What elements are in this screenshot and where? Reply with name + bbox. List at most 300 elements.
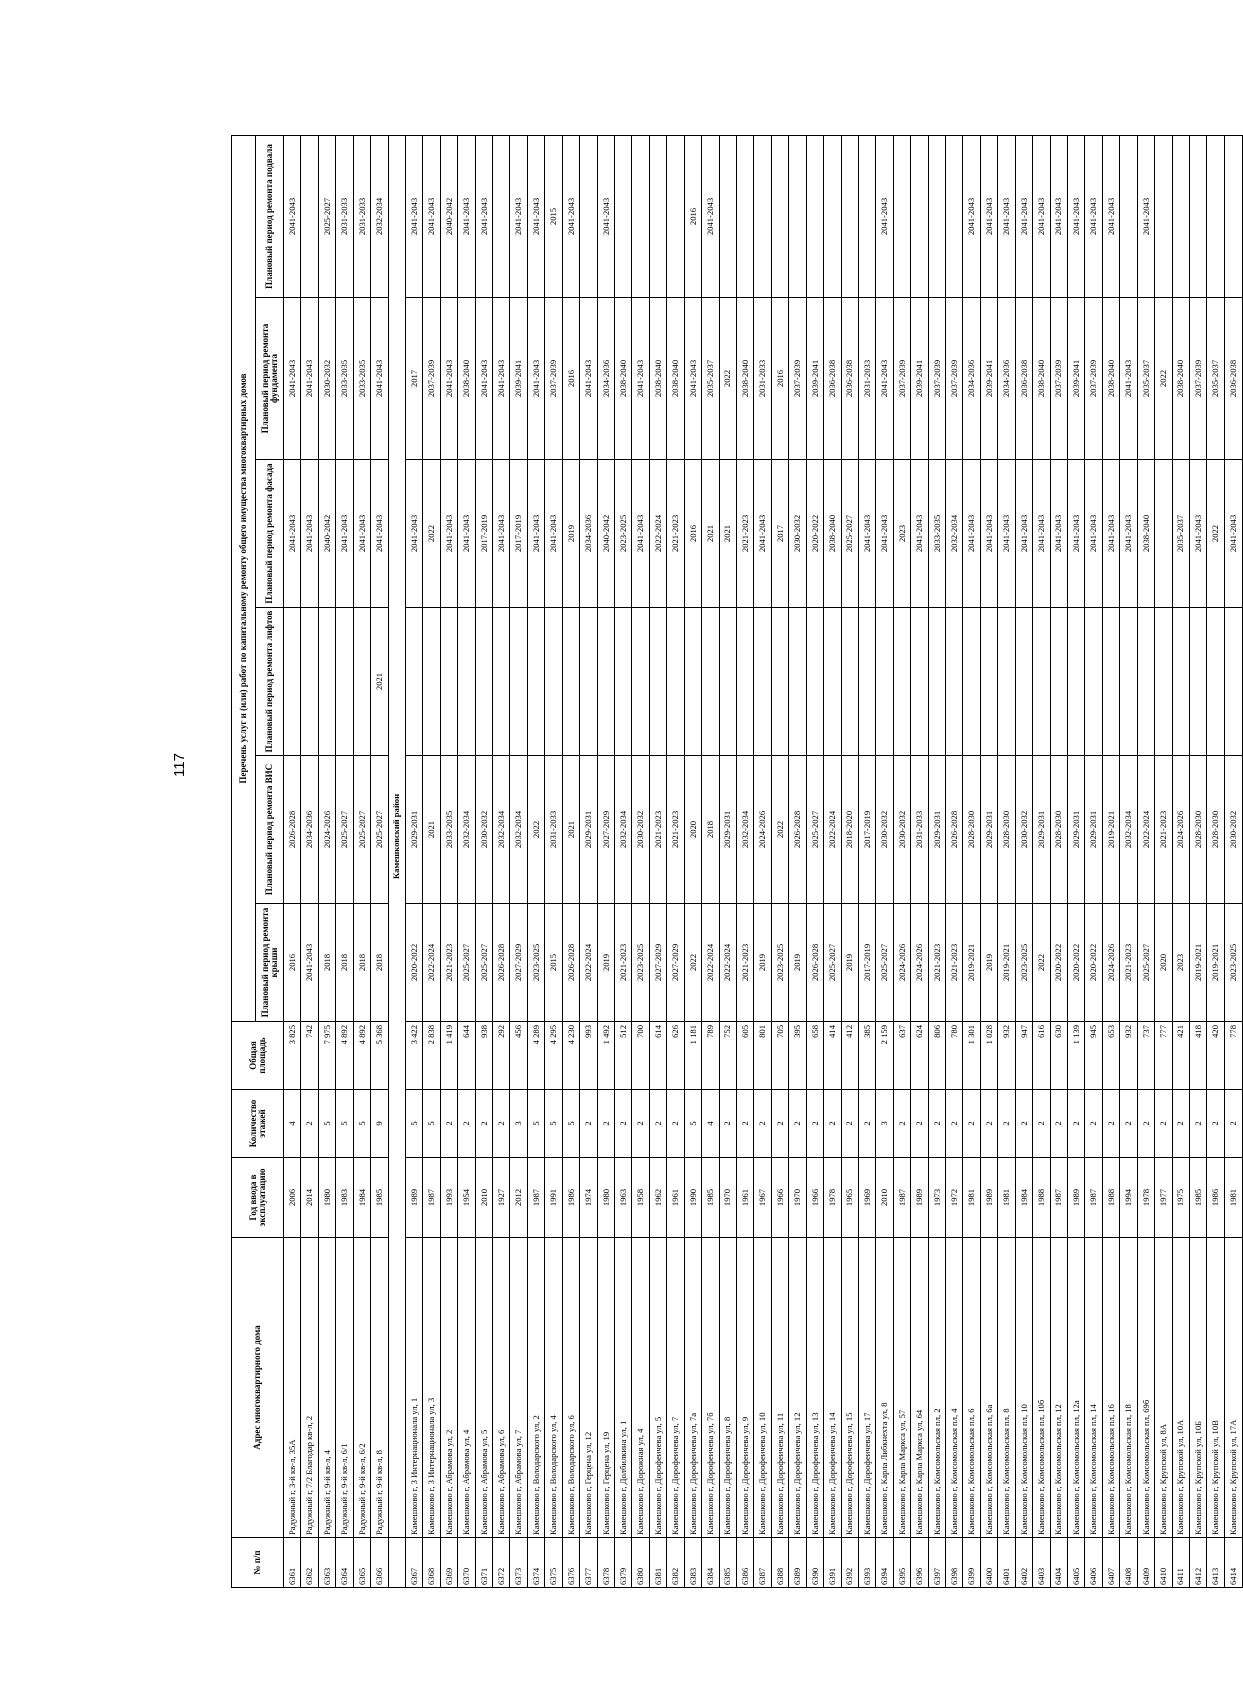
basement-period-cell — [719, 135, 736, 297]
floors-cell: 2 — [963, 1090, 980, 1158]
address-cell: Радужный г, 9-й кв-л, 6/2 — [353, 1238, 370, 1538]
engineering-period-cell: 2032-2034 — [1120, 756, 1137, 904]
lift-period-cell: 2021 — [371, 608, 388, 756]
address-cell: Камешково г, Герцена ул, 12 — [580, 1238, 597, 1538]
floors-cell: 2 — [911, 1090, 928, 1158]
basement-period-cell: 2041-2043 — [963, 135, 980, 297]
lift-period-cell — [318, 608, 335, 756]
floors-cell: 2 — [754, 1090, 771, 1158]
floors-cell: 2 — [806, 1090, 823, 1158]
lift-period-cell — [580, 608, 597, 756]
area-cell: 700 — [632, 1022, 649, 1090]
facade-period-cell: 2041-2043 — [754, 460, 771, 608]
floors-cell: 2 — [649, 1090, 666, 1158]
lift-period-cell — [928, 608, 945, 756]
lift-period-cell — [1102, 608, 1119, 756]
roof-period-cell: 2022-2024 — [580, 904, 597, 1022]
lift-period-cell — [615, 608, 632, 756]
basement-period-cell — [632, 135, 649, 297]
roof-period-cell: 2025-2027 — [1137, 904, 1154, 1022]
year-cell: 1986 — [562, 1158, 579, 1238]
row-number-cell: 6398 — [946, 1538, 963, 1588]
lift-period-cell — [1224, 608, 1242, 756]
facade-period-cell: 2041-2043 — [911, 460, 928, 608]
year-cell: 1987 — [1050, 1158, 1067, 1238]
row-number-cell: 6407 — [1102, 1538, 1119, 1588]
table-row — [423, 135, 440, 1587]
floors-cell: 2 — [1155, 1090, 1172, 1158]
foundation-period-cell: 2030-2032 — [318, 298, 335, 460]
row-number-cell: 6374 — [527, 1538, 544, 1588]
basement-period-cell — [1224, 135, 1242, 297]
lift-period-cell — [1085, 608, 1102, 756]
area-cell: 385 — [858, 1022, 875, 1090]
year-cell: 1985 — [702, 1158, 719, 1238]
table-row — [719, 135, 736, 1587]
table-row — [876, 135, 893, 1587]
lift-period-cell — [1207, 608, 1224, 756]
year-cell: 1972 — [946, 1158, 963, 1238]
engineering-period-cell: 2024-2026 — [754, 756, 771, 904]
address-cell: Камешково г, Дорофеичева ул, 7 — [667, 1238, 684, 1538]
foundation-period-cell: 2022 — [719, 298, 736, 460]
row-number-cell: 6393 — [858, 1538, 875, 1588]
table-row — [371, 135, 388, 1587]
roof-period-cell: 2019 — [597, 904, 614, 1022]
lift-period-cell — [667, 608, 684, 756]
area-cell: 789 — [702, 1022, 719, 1090]
basement-period-cell: 2016 — [684, 135, 701, 297]
table-row — [1207, 135, 1224, 1587]
row-number-cell: 6370 — [458, 1538, 475, 1588]
area-cell: 637 — [893, 1022, 910, 1090]
roof-period-cell: 2020-2022 — [1050, 904, 1067, 1022]
basement-period-cell: 2041-2043 — [1050, 135, 1067, 297]
foundation-period-cell: 2036-2038 — [841, 298, 858, 460]
facade-period-cell: 2041-2043 — [998, 460, 1015, 608]
basement-period-cell — [301, 135, 318, 297]
facade-period-cell: 2041-2043 — [440, 460, 457, 608]
foundation-period-cell: 2037-2039 — [1050, 298, 1067, 460]
engineering-period-cell: 2018-2020 — [841, 756, 858, 904]
foundation-period-cell: 2039-2041 — [1067, 298, 1084, 460]
basement-period-cell: 2041-2043 — [1102, 135, 1119, 297]
foundation-period-cell: 2034-2036 — [963, 298, 980, 460]
lift-period-cell — [562, 608, 579, 756]
address-cell: Камешково г, 3 Интернационала ул, 3 — [423, 1238, 440, 1538]
engineering-period-cell: 2021 — [423, 756, 440, 904]
address-cell: Камешково г, Комсомольская пл, 2 — [928, 1238, 945, 1538]
floors-cell: 5 — [527, 1090, 544, 1158]
row-number-cell: 6390 — [806, 1538, 823, 1588]
roof-period-cell: 2019-2021 — [963, 904, 980, 1022]
table-row — [580, 135, 597, 1587]
roof-period-cell: 2015 — [545, 904, 562, 1022]
floors-cell: 5 — [545, 1090, 562, 1158]
row-number-cell: 6378 — [597, 1538, 614, 1588]
basement-period-cell: 2041-2043 — [1015, 135, 1032, 297]
floors-cell: 2 — [771, 1090, 788, 1158]
floors-cell: 2 — [667, 1090, 684, 1158]
basement-period-cell: 2041-2043 — [284, 135, 301, 297]
year-cell: 1983 — [336, 1158, 353, 1238]
row-number-cell: 6396 — [911, 1538, 928, 1588]
area-cell: 512 — [615, 1022, 632, 1090]
col-header-basement: Плановый период ремонта подвала — [256, 135, 284, 297]
floors-cell: 4 — [702, 1090, 719, 1158]
basement-period-cell — [736, 135, 753, 297]
basement-period-cell: 2041-2043 — [1067, 135, 1084, 297]
foundation-period-cell: 2041-2043 — [580, 298, 597, 460]
year-cell: 1989 — [980, 1158, 997, 1238]
engineering-period-cell: 2020 — [684, 756, 701, 904]
address-cell: Камешково г, Володарского ул, 6 — [562, 1238, 579, 1538]
engineering-period-cell: 2029-2031 — [719, 756, 736, 904]
roof-period-cell: 2020 — [1155, 904, 1172, 1022]
floors-cell: 5 — [353, 1090, 370, 1158]
area-cell: 7 975 — [318, 1022, 335, 1090]
foundation-period-cell: 2022 — [1155, 298, 1172, 460]
basement-period-cell: 2041-2043 — [405, 135, 422, 297]
basement-period-cell: 2041-2043 — [1137, 135, 1154, 297]
area-cell: 993 — [580, 1022, 597, 1090]
lift-period-cell — [475, 608, 492, 756]
facade-period-cell: 2017-2019 — [510, 460, 527, 608]
facade-period-cell: 2041-2043 — [858, 460, 875, 608]
address-cell: Камешково г, Комсомольская пл, 12 — [1050, 1238, 1067, 1538]
floors-cell: 2 — [1224, 1090, 1242, 1158]
address-cell: Камешково г, Дорофеичева ул, 9 — [736, 1238, 753, 1538]
year-cell: 1966 — [771, 1158, 788, 1238]
table-row — [998, 135, 1015, 1587]
year-cell: 1970 — [789, 1158, 806, 1238]
roof-period-cell: 2018 — [336, 904, 353, 1022]
basement-period-cell — [771, 135, 788, 297]
floors-cell: 2 — [998, 1090, 1015, 1158]
lift-period-cell — [684, 608, 701, 756]
roof-period-cell: 2018 — [371, 904, 388, 1022]
foundation-period-cell: 2037-2039 — [893, 298, 910, 460]
foundation-period-cell: 2038-2040 — [615, 298, 632, 460]
lift-period-cell — [1050, 608, 1067, 756]
floors-cell: 2 — [1067, 1090, 1084, 1158]
address-cell: Камешково г, Комсомольская пл, 6а — [980, 1238, 997, 1538]
table-row — [1172, 135, 1189, 1587]
floors-cell: 2 — [893, 1090, 910, 1158]
foundation-period-cell: 2041-2043 — [1120, 298, 1137, 460]
row-number-cell: 6363 — [318, 1538, 335, 1588]
address-cell: Камешково г, Комсомольская пл, 10 — [1015, 1238, 1032, 1538]
year-cell: 1980 — [597, 1158, 614, 1238]
area-cell: 421 — [1172, 1022, 1189, 1090]
year-cell: 1970 — [719, 1158, 736, 1238]
lift-period-cell — [1033, 608, 1050, 756]
area-cell: 624 — [911, 1022, 928, 1090]
year-cell: 1981 — [1224, 1158, 1242, 1238]
facade-period-cell: 2032-2034 — [946, 460, 963, 608]
table-row — [649, 135, 666, 1587]
basement-period-cell — [1155, 135, 1172, 297]
year-cell: 2012 — [510, 1158, 527, 1238]
roof-period-cell: 2022 — [1033, 904, 1050, 1022]
area-cell: 626 — [667, 1022, 684, 1090]
table-row — [1015, 135, 1032, 1587]
year-cell: 2010 — [475, 1158, 492, 1238]
address-cell: Камешково г, Комсомольская пл, 14 — [1085, 1238, 1102, 1538]
row-number-cell: 6414 — [1224, 1538, 1242, 1588]
table-body — [284, 135, 1243, 1587]
table-row — [667, 135, 684, 1587]
floors-cell: 9 — [371, 1090, 388, 1158]
foundation-period-cell: 2038-2040 — [1033, 298, 1050, 460]
year-cell: 2010 — [876, 1158, 893, 1238]
area-cell: 705 — [771, 1022, 788, 1090]
floors-cell: 2 — [980, 1090, 997, 1158]
table-row — [493, 135, 510, 1587]
year-cell: 1958 — [632, 1158, 649, 1238]
area-cell: 1 181 — [684, 1022, 701, 1090]
facade-period-cell: 2041-2043 — [1050, 460, 1067, 608]
floors-cell: 2 — [1033, 1090, 1050, 1158]
foundation-period-cell: 2038-2040 — [667, 298, 684, 460]
basement-period-cell — [1172, 135, 1189, 297]
lift-period-cell — [702, 608, 719, 756]
lift-period-cell — [1172, 608, 1189, 756]
area-cell: 4 892 — [336, 1022, 353, 1090]
table-row — [980, 135, 997, 1587]
lift-period-cell — [510, 608, 527, 756]
area-cell: 1 028 — [980, 1022, 997, 1090]
engineering-period-cell: 2029-2031 — [580, 756, 597, 904]
year-cell: 1993 — [440, 1158, 457, 1238]
address-cell: Камешково г, Дорофеичева ул, 7б — [702, 1238, 719, 1538]
area-cell: 947 — [1015, 1022, 1032, 1090]
floors-cell: 2 — [1137, 1090, 1154, 1158]
foundation-period-cell: 2039-2041 — [806, 298, 823, 460]
row-number-cell: 6365 — [353, 1538, 370, 1588]
address-cell: Камешково г, Дорофеичева ул, 13 — [806, 1238, 823, 1538]
foundation-period-cell: 2041-2043 — [301, 298, 318, 460]
foundation-period-cell: 2016 — [562, 298, 579, 460]
foundation-period-cell: 2038-2040 — [458, 298, 475, 460]
address-cell: Камешково г, Крупской ул, 10А — [1172, 1238, 1189, 1538]
lift-period-cell — [754, 608, 771, 756]
table-row — [318, 135, 335, 1587]
table-row — [405, 135, 422, 1587]
roof-period-cell: 2023-2025 — [771, 904, 788, 1022]
engineering-period-cell: 2022-2024 — [824, 756, 841, 904]
lift-period-cell — [841, 608, 858, 756]
area-cell: 945 — [1085, 1022, 1102, 1090]
address-cell: Радужный г, 9-й кв-л, 8 — [371, 1238, 388, 1538]
row-number-cell: 6395 — [893, 1538, 910, 1588]
floors-cell: 5 — [318, 1090, 335, 1158]
year-cell: 1994 — [1120, 1158, 1137, 1238]
table-row — [771, 135, 788, 1587]
engineering-period-cell: 2030-2032 — [475, 756, 492, 904]
foundation-period-cell: 2037-2039 — [1189, 298, 1206, 460]
area-cell: 420 — [1207, 1022, 1224, 1090]
year-cell: 1981 — [963, 1158, 980, 1238]
table-row — [1050, 135, 1067, 1587]
year-cell: 1987 — [1085, 1158, 1102, 1238]
row-number-cell: 6389 — [789, 1538, 806, 1588]
year-cell: 1989 — [911, 1158, 928, 1238]
year-cell: 1966 — [806, 1158, 823, 1238]
table-row — [841, 135, 858, 1587]
address-cell: Камешково г, Абрамова ул, 4 — [458, 1238, 475, 1538]
year-cell: 1988 — [1033, 1158, 1050, 1238]
table-row — [632, 135, 649, 1587]
roof-period-cell: 2018 — [353, 904, 370, 1022]
lift-period-cell — [649, 608, 666, 756]
foundation-period-cell: 2035-2037 — [702, 298, 719, 460]
basement-period-cell: 2041-2043 — [876, 135, 893, 297]
facade-period-cell: 2021 — [719, 460, 736, 608]
address-cell: Камешково г, Крупской ул, 10В — [1207, 1238, 1224, 1538]
engineering-period-cell: 2030-2032 — [1015, 756, 1032, 904]
foundation-period-cell: 2034-2036 — [597, 298, 614, 460]
table-row — [458, 135, 475, 1587]
year-cell: 1962 — [649, 1158, 666, 1238]
row-number-cell: 6401 — [998, 1538, 1015, 1588]
address-cell: Камешково г, Комсомольская пл, 6 — [963, 1238, 980, 1538]
foundation-period-cell: 2041-2043 — [632, 298, 649, 460]
row-number-cell: 6409 — [1137, 1538, 1154, 1588]
row-number-cell: 6371 — [475, 1538, 492, 1588]
basement-period-cell — [911, 135, 928, 297]
year-cell: 2006 — [284, 1158, 301, 1238]
year-cell: 1984 — [1015, 1158, 1032, 1238]
row-number-cell: 6383 — [684, 1538, 701, 1588]
row-number-cell: 6391 — [824, 1538, 841, 1588]
roof-period-cell: 2019 — [789, 904, 806, 1022]
row-number-cell: 6380 — [632, 1538, 649, 1588]
basement-period-cell — [649, 135, 666, 297]
area-cell: 4 295 — [545, 1022, 562, 1090]
address-cell: Камешково г, Комсомольская пл, 10б — [1033, 1238, 1050, 1538]
table-row — [789, 135, 806, 1587]
row-number-cell: 6375 — [545, 1538, 562, 1588]
facade-period-cell: 2016 — [684, 460, 701, 608]
lift-period-cell — [736, 608, 753, 756]
facade-period-cell: 2022 — [1207, 460, 1224, 608]
roof-period-cell: 2023-2025 — [1015, 904, 1032, 1022]
basement-period-cell — [754, 135, 771, 297]
facade-period-cell: 2041-2043 — [353, 460, 370, 608]
roof-period-cell: 2027-2029 — [649, 904, 666, 1022]
basement-period-cell: 2041-2043 — [980, 135, 997, 297]
roof-period-cell: 2026-2028 — [493, 904, 510, 1022]
year-cell: 1927 — [493, 1158, 510, 1238]
year-cell: 1987 — [527, 1158, 544, 1238]
basement-period-cell: 2041-2043 — [527, 135, 544, 297]
col-header-address: Адрес многоквартирного дома — [232, 1238, 284, 1538]
engineering-period-cell: 2028-2030 — [1050, 756, 1067, 904]
address-cell: Камешково г, Комсомольская пл, 8 — [998, 1238, 1015, 1538]
year-cell: 1987 — [893, 1158, 910, 1238]
lift-period-cell — [458, 608, 475, 756]
facade-period-cell: 2017 — [771, 460, 788, 608]
table-row — [1155, 135, 1172, 1587]
floors-cell: 2 — [946, 1090, 963, 1158]
address-cell: Камешково г, Володарского ул, 2 — [527, 1238, 544, 1538]
lift-period-cell — [1155, 608, 1172, 756]
table-row — [754, 135, 771, 1587]
floors-cell: 2 — [824, 1090, 841, 1158]
lift-period-cell — [998, 608, 1015, 756]
lift-period-cell — [719, 608, 736, 756]
floors-cell: 2 — [736, 1090, 753, 1158]
lift-period-cell — [1189, 608, 1206, 756]
row-number-cell: 6385 — [719, 1538, 736, 1588]
year-cell: 1965 — [841, 1158, 858, 1238]
year-cell: 1987 — [423, 1158, 440, 1238]
facade-period-cell: 2023-2025 — [615, 460, 632, 608]
basement-period-cell — [928, 135, 945, 297]
area-cell: 614 — [649, 1022, 666, 1090]
engineering-period-cell: 2022-2024 — [1137, 756, 1154, 904]
year-cell: 1961 — [736, 1158, 753, 1238]
foundation-period-cell: 2041-2043 — [527, 298, 544, 460]
floors-cell: 2 — [632, 1090, 649, 1158]
row-number-cell: 6369 — [440, 1538, 457, 1588]
floors-cell: 2 — [458, 1090, 475, 1158]
year-cell: 1984 — [353, 1158, 370, 1238]
lift-period-cell — [771, 608, 788, 756]
facade-period-cell — [1155, 460, 1172, 608]
roof-period-cell: 2026-2028 — [562, 904, 579, 1022]
address-cell: Камешково г, Дорофеичева ул, 15 — [841, 1238, 858, 1538]
area-cell: 1 139 — [1067, 1022, 1084, 1090]
roof-period-cell: 2021-2023 — [440, 904, 457, 1022]
basement-period-cell: 2025-2027 — [318, 135, 335, 297]
year-cell: 1978 — [1137, 1158, 1154, 1238]
area-cell: 605 — [736, 1022, 753, 1090]
floors-cell: 2 — [928, 1090, 945, 1158]
roof-period-cell: 2023-2025 — [1224, 904, 1242, 1022]
row-number-cell: 6400 — [980, 1538, 997, 1588]
engineering-period-cell: 2034-2036 — [301, 756, 318, 904]
basement-period-cell: 2041-2043 — [702, 135, 719, 297]
facade-period-cell: 2041-2043 — [284, 460, 301, 608]
basement-period-cell — [615, 135, 632, 297]
facade-period-cell: 2030-2032 — [789, 460, 806, 608]
floors-cell: 4 — [284, 1090, 301, 1158]
area-cell: 395 — [789, 1022, 806, 1090]
engineering-period-cell: 2026-2028 — [946, 756, 963, 904]
floors-cell: 2 — [1050, 1090, 1067, 1158]
address-cell: Камешково г, Крупской ул, 17А — [1224, 1238, 1242, 1538]
engineering-period-cell: 2022 — [527, 756, 544, 904]
facade-period-cell: 2041-2043 — [1015, 460, 1032, 608]
foundation-period-cell: 2039-2041 — [911, 298, 928, 460]
basement-period-cell — [1207, 135, 1224, 297]
row-number-cell: 6406 — [1085, 1538, 1102, 1588]
table-row — [527, 135, 544, 1587]
facade-period-cell: 2019 — [562, 460, 579, 608]
table-row — [562, 135, 579, 1587]
row-number-cell: 6377 — [580, 1538, 597, 1588]
page-number: 117 — [171, 753, 188, 777]
area-cell: 412 — [841, 1022, 858, 1090]
facade-period-cell: 2041-2043 — [632, 460, 649, 608]
roof-period-cell: 2020-2022 — [1067, 904, 1084, 1022]
floors-cell: 2 — [597, 1090, 614, 1158]
basement-period-cell — [824, 135, 841, 297]
foundation-period-cell: 2038-2040 — [1172, 298, 1189, 460]
floors-cell: 2 — [789, 1090, 806, 1158]
